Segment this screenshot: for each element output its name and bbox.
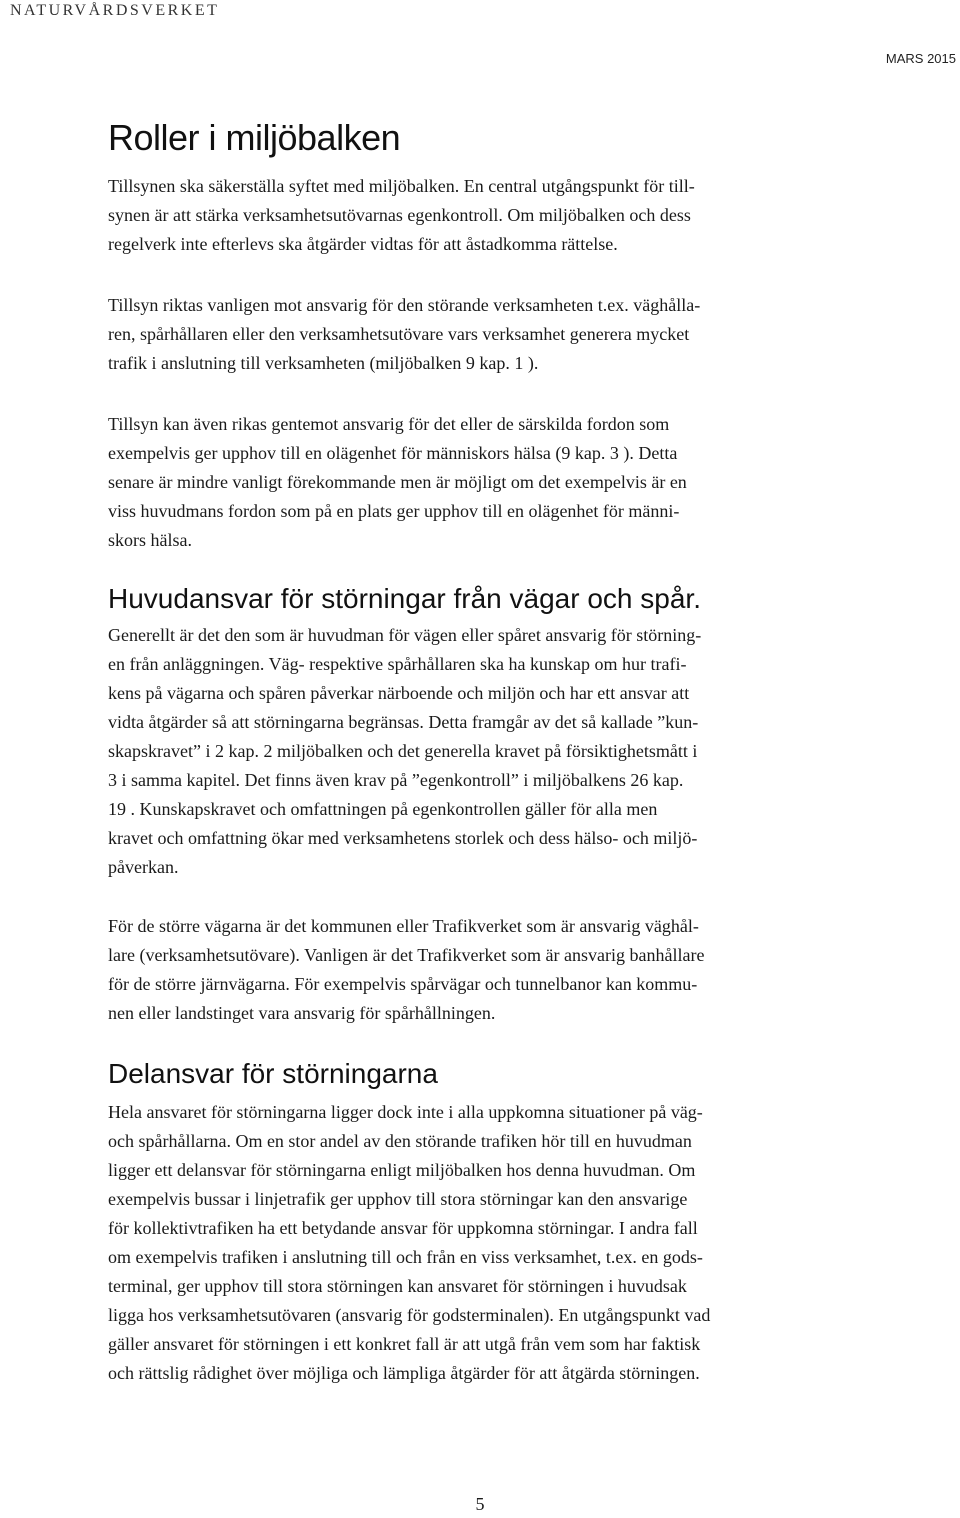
huvudansvar-paragraph-1 bbox=[108, 621, 848, 882]
intro-paragraph-2 bbox=[108, 291, 848, 378]
text-line: exempelvis bussar i linjetrafik ger upphov till stora störningar kan den ansvarige bbox=[108, 1189, 688, 1209]
text-line: vidta åtgärder så att störningarna begränsas. Detta framgår av det så kallade ”kun- bbox=[108, 712, 699, 732]
text-line: Hela ansvaret för störningarna ligger dock inte i alla uppkomna situationer på väg- bbox=[108, 1102, 703, 1122]
text-line: Tillsyn kan även rikas gentemot ansvarig för det eller de särskilda fordon som bbox=[108, 414, 670, 434]
intro-paragraph-3 bbox=[108, 410, 848, 555]
text-line: skapskravet” i 2 kap. 2 miljöbalken och det generella kravet på försiktighetsmått i bbox=[108, 741, 698, 761]
huvudansvar-paragraph-2 bbox=[108, 912, 848, 1028]
text-line: trafik i anslutning till verksamheten (miljöbalken 9 kap. 1 ). bbox=[108, 353, 539, 373]
text-line: och spårhållarna. Om en stor andel av den störande trafiken hör till en huvudman bbox=[108, 1131, 692, 1151]
text-line: för kollektivtrafiken ha ett betydande ansvar för uppkomna störningar. I andra fall bbox=[108, 1218, 698, 1238]
page-number: 5 bbox=[475, 1494, 485, 1514]
text-line: påverkan. bbox=[108, 857, 179, 877]
delansvar-paragraph-1 bbox=[108, 1098, 848, 1388]
text-line: Generellt är det den som är huvudman för vägen eller spåret ansvarig för störning- bbox=[108, 625, 702, 645]
text-line: terminal, ger upphov till stora störningen kan ansvaret för störningen i huvudsak bbox=[108, 1276, 687, 1296]
text-line: senare är mindre vanligt förekommande men är möjligt om det exempelvis är en bbox=[108, 472, 687, 492]
text-line: och rättslig rådighet över möjliga och lämpliga åtgärder för att åtgärda störningen. bbox=[108, 1363, 700, 1383]
text-line: lare (verksamhetsutövare). Vanligen är det Trafikverket som är ansvarig banhållare bbox=[108, 945, 705, 965]
text-line: ligger ett delansvar för störningarna enligt miljöbalken hos denna huvudman. Om bbox=[108, 1160, 696, 1180]
text-line: nen eller landstinget vara ansvarig för spårhållningen. bbox=[108, 1003, 496, 1023]
text-line: synen är att stärka verksamhetsutövarnas egenkontroll. Om miljöbalken och dess bbox=[108, 205, 691, 225]
text-line: Tillsyn riktas vanligen mot ansvarig för den störande verksamheten t.ex. väghålla- bbox=[108, 295, 701, 315]
text-line: kravet och omfattning ökar med verksamhetens storlek och dess hälso- och miljö- bbox=[108, 828, 698, 848]
text-line: Tillsynen ska säkerställa syftet med miljöbalken. En central utgångspunkt för till- bbox=[108, 176, 695, 196]
publication-date: MARS 2015 bbox=[885, 51, 956, 66]
text-line: ren, spårhållaren eller den verksamhetsutövare vars verksamhet generera mycket bbox=[108, 324, 690, 344]
publisher-name: NATURVÅRDSVERKET bbox=[10, 2, 220, 19]
heading-delansvar: Delansvar för störningarna bbox=[108, 1058, 438, 1089]
intro-paragraph-1 bbox=[108, 172, 848, 259]
text-line: gäller ansvaret för störningen i ett konkret fall är att utgå från vem som har faktisk bbox=[108, 1334, 701, 1354]
text-line: 19 . Kunskapskravet och omfattningen på egenkontrollen gäller för alla men bbox=[108, 799, 658, 819]
text-line: exempelvis ger upphov till en olägenhet för människors hälsa (9 kap. 3 ). Detta bbox=[108, 443, 678, 463]
page-title: Roller i miljöbalken bbox=[108, 117, 401, 158]
text-line: skors hälsa. bbox=[108, 530, 192, 550]
text-line: för de större järnvägarna. För exempelvis spårvägar och tunnelbanor kan kommu- bbox=[108, 974, 698, 994]
text-line: en från anläggningen. Väg- respektive spårhållaren ska ha kunskap om hur trafi- bbox=[108, 654, 687, 674]
text-line: För de större vägarna är det kommunen eller Trafikverket som är ansvarig väghål- bbox=[108, 916, 699, 936]
text-line: kens på vägarna och spåren påverkar närboende och miljön och har ett ansvar att bbox=[108, 683, 690, 703]
heading-huvudansvar: Huvudansvar för störningar från vägar och spår. bbox=[108, 583, 701, 614]
text-line: om exempelvis trafiken i anslutning till och från en viss verksamhet, t.ex. en gods- bbox=[108, 1247, 703, 1267]
text-line: regelverk inte efterlevs ska åtgärder vidtas för att åstadkomma rättelse. bbox=[108, 234, 618, 254]
text-line: viss huvudmans fordon som på en plats ger upphov till en olägenhet för männi- bbox=[108, 501, 680, 521]
text-line: ligga hos verksamhetsutövaren (ansvarig för godsterminalen). En utgångspunkt vad bbox=[108, 1305, 711, 1325]
text-line: 3 i samma kapitel. Det finns även krav på ”egenkontroll” i miljöbalkens 26 kap. bbox=[108, 770, 684, 790]
